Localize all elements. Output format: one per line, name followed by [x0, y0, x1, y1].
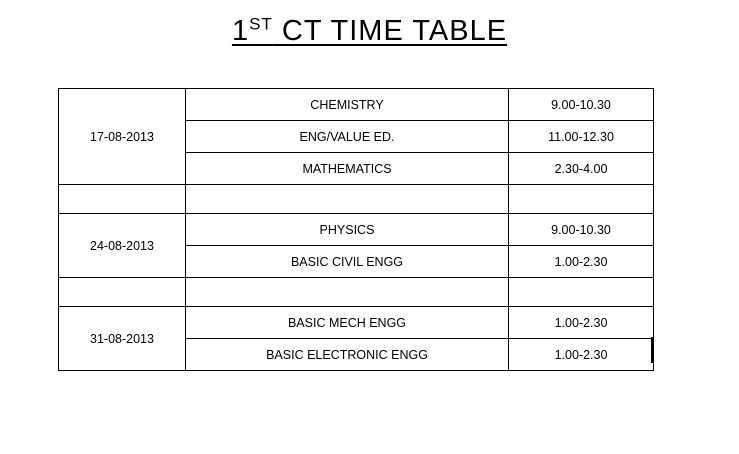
subject-cell: PHYSICS [186, 214, 509, 246]
time-cell: 1.00-2.30 [509, 246, 654, 278]
table-row [59, 89, 654, 121]
table-spacer-row [59, 185, 654, 214]
time-cell: 9.00-10.30 [509, 89, 654, 121]
time-cell: 1.00-2.30 [509, 307, 654, 339]
timetable [58, 88, 654, 371]
page-title [0, 14, 739, 48]
page-title-prefix: 1 [231, 15, 250, 47]
subject-cell: BASIC ELECTRONIC ENGG [186, 339, 509, 371]
timetable-container [58, 88, 638, 371]
subject-cell: MATHEMATICS [186, 153, 509, 185]
subject-cell: BASIC MECH ENGG [186, 307, 509, 339]
page-title-underlined-part [232, 15, 507, 47]
time-cell: 2.30-4.00 [509, 153, 654, 185]
subject-cell: ENG/VALUE ED. [186, 121, 509, 153]
empty-cell [186, 278, 509, 307]
page-title-superscript: ST [249, 14, 273, 34]
document-page [0, 14, 739, 454]
empty-cell [509, 185, 654, 214]
empty-cell [509, 278, 654, 307]
subject-cell: CHEMISTRY [186, 89, 509, 121]
page-edge-mark [651, 337, 654, 363]
timetable-body [59, 89, 654, 371]
table-row [59, 307, 654, 339]
time-cell: 11.00-12.30 [509, 121, 654, 153]
date-cell: 31-08-2013 [59, 307, 186, 371]
subject-cell: BASIC CIVIL ENGG [186, 246, 509, 278]
empty-cell [59, 185, 186, 214]
empty-cell [59, 278, 186, 307]
time-cell: 1.00-2.30 [509, 339, 654, 371]
time-cell: 9.00-10.30 [509, 214, 654, 246]
date-cell: 17-08-2013 [59, 89, 186, 185]
table-spacer-row [59, 278, 654, 307]
table-row [59, 214, 654, 246]
page-title-rest: CT TIME TABLE [272, 15, 508, 47]
empty-cell [186, 185, 509, 214]
date-cell: 24-08-2013 [59, 214, 186, 278]
